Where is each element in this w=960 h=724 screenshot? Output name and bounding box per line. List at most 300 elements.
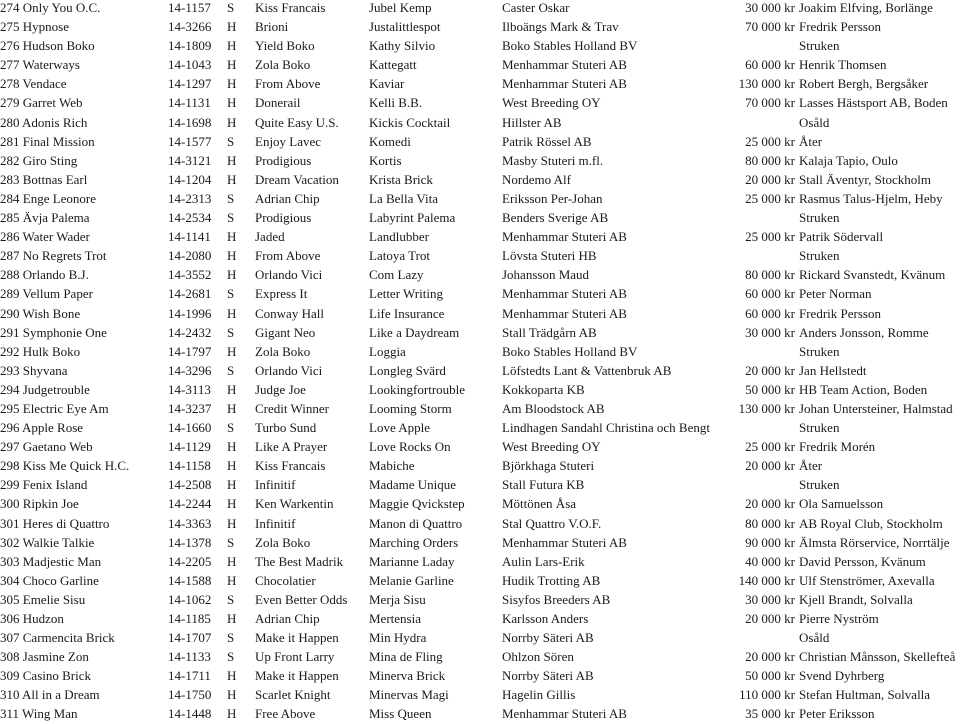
buyer-cell: Peter Norman (799, 286, 872, 302)
breeder-cell: Eriksson Per-Johan (502, 190, 603, 206)
sire-cell: Quite Easy U.S. (255, 114, 339, 130)
sire-cell: The Best Madrik (255, 553, 344, 569)
registration-number-cell: 14-1996 (168, 305, 212, 321)
breeder-cell: Menhammar Stuteri AB (502, 305, 627, 321)
breeder-cell: West Breeding OY (502, 439, 601, 455)
dam-cell: Jubel Kemp (369, 0, 432, 15)
breeder-cell: Löfstedts Lant & Vattenbruk AB (502, 362, 672, 378)
dam-cell: Lookingfortrouble (369, 381, 466, 397)
price-cell: 70 000 kr (745, 95, 795, 111)
registration-number-cell: 14-2681 (168, 286, 212, 302)
dam-cell: Loggia (369, 343, 406, 359)
sex-cell: H (227, 439, 237, 455)
registration-number-cell: 14-3552 (168, 267, 212, 283)
buyer-cell: Joakim Elfving, Borlänge (799, 0, 933, 15)
horse-name-cell: 278 Vendace (0, 76, 67, 92)
sire-cell: Credit Winner (255, 400, 329, 416)
horse-name-cell: 304 Choco Garline (0, 572, 99, 588)
breeder-cell: Boko Stables Holland BV (502, 343, 638, 359)
registration-number-cell: 14-3237 (168, 400, 212, 416)
horse-name-cell: 282 Giro Sting (0, 152, 78, 168)
sex-cell: H (227, 706, 237, 722)
table-row (0, 17, 960, 36)
dam-cell: Landlubber (369, 229, 429, 245)
price-cell: 20 000 kr (745, 649, 795, 665)
sire-cell: Zola Boko (255, 534, 311, 550)
sire-cell: Express It (255, 286, 308, 302)
table-row (0, 265, 960, 284)
table-row (0, 437, 960, 456)
breeder-cell: West Breeding OY (502, 95, 601, 111)
buyer-cell: Struken (799, 420, 840, 436)
price-cell: 60 000 kr (745, 305, 795, 321)
price-cell: 70 000 kr (745, 19, 795, 35)
dam-cell: Letter Writing (369, 286, 443, 302)
horse-name-cell: 297 Gaetano Web (0, 439, 93, 455)
sex-cell: H (227, 515, 237, 531)
horse-name-cell: 310 All in a Dream (0, 687, 100, 703)
sire-cell: Yield Boko (255, 38, 315, 54)
sire-cell: Ken Warkentin (255, 496, 334, 512)
table-row (0, 494, 960, 513)
price-cell: 35 000 kr (745, 706, 795, 722)
dam-cell: Like a Daydream (369, 324, 460, 340)
registration-number-cell: 14-1062 (168, 591, 212, 607)
price-cell: 20 000 kr (745, 362, 795, 378)
sire-cell: Orlando Vici (255, 267, 323, 283)
table-row (0, 284, 960, 303)
table-row (0, 399, 960, 418)
dam-cell: Marching Orders (369, 534, 459, 550)
dam-cell: Manon di Quattro (369, 515, 463, 531)
registration-number-cell: 14-1660 (168, 420, 212, 436)
sex-cell: H (227, 229, 237, 245)
sex-cell: H (227, 400, 237, 416)
sex-cell: H (227, 114, 237, 130)
registration-number-cell: 14-2534 (168, 210, 212, 226)
buyer-cell: Rasmus Talus-Hjelm, Heby (799, 190, 943, 206)
registration-number-cell: 14-2080 (168, 248, 212, 264)
breeder-cell: Menhammar Stuteri AB (502, 76, 627, 92)
table-row (0, 704, 960, 723)
table-row (0, 685, 960, 704)
breeder-cell: Björkhaga Stuteri (502, 458, 595, 474)
price-cell: 130 000 kr (738, 76, 795, 92)
table-row (0, 246, 960, 265)
horse-name-cell: 289 Vellum Paper (0, 286, 93, 302)
table-row (0, 609, 960, 628)
horse-name-cell: 287 No Regrets Trot (0, 248, 107, 264)
breeder-cell: Am Bloodstock AB (502, 400, 605, 416)
breeder-cell: Benders Sverige AB (502, 210, 609, 226)
sex-cell: H (227, 668, 237, 684)
dam-cell: Komedi (369, 133, 411, 149)
registration-number-cell: 14-3121 (168, 152, 212, 168)
registration-number-cell: 14-1141 (168, 229, 211, 245)
table-row (0, 590, 960, 609)
dam-cell: Mabiche (369, 458, 415, 474)
buyer-cell: Anders Jonsson, Romme (799, 324, 929, 340)
price-cell: 20 000 kr (745, 496, 795, 512)
dam-cell: Merja Sisu (369, 591, 426, 607)
buyer-cell: Henrik Thomsen (799, 57, 887, 73)
table-row (0, 342, 960, 361)
horse-name-cell: 311 Wing Man (0, 706, 78, 722)
sire-cell: Brioni (255, 19, 289, 35)
breeder-cell: Aulin Lars-Erik (502, 553, 585, 569)
registration-number-cell: 14-1448 (168, 706, 212, 722)
registration-number-cell: 14-1750 (168, 687, 212, 703)
sex-cell: H (227, 152, 237, 168)
table-row (0, 323, 960, 342)
registration-number-cell: 14-1043 (168, 57, 212, 73)
buyer-cell: Struken (799, 248, 840, 264)
horse-name-cell: 295 Electric Eye Am (0, 400, 109, 416)
registration-number-cell: 14-2205 (168, 553, 212, 569)
dam-cell: Min Hydra (369, 630, 427, 646)
price-cell: 40 000 kr (745, 553, 795, 569)
buyer-cell: Fredrik Persson (799, 305, 881, 321)
registration-number-cell: 14-2313 (168, 190, 212, 206)
sire-cell: Judge Joe (255, 381, 306, 397)
breeder-cell: Masby Stuteri m.fl. (502, 152, 604, 168)
buyer-cell: Stefan Hultman, Solvalla (799, 687, 931, 703)
horse-name-cell: 291 Symphonie One (0, 324, 107, 340)
sex-cell: H (227, 171, 237, 187)
price-cell: 110 000 kr (739, 687, 795, 703)
dam-cell: Looming Storm (369, 400, 452, 416)
buyer-cell: Peter Eriksson (799, 706, 875, 722)
dam-cell: Marianne Laday (369, 553, 455, 569)
buyer-cell: Ola Samuelsson (799, 496, 884, 512)
buyer-cell: Johan Untersteiner, Halmstad (799, 400, 953, 416)
breeder-cell: Menhammar Stuteri AB (502, 229, 627, 245)
buyer-cell: Osåld (799, 630, 830, 646)
sex-cell: H (227, 305, 237, 321)
breeder-cell: Lindhagen Sandahl Christina och Bengt (502, 420, 710, 436)
dam-cell: Love Rocks On (369, 439, 451, 455)
price-cell: 60 000 kr (745, 286, 795, 302)
horse-name-cell: 286 Water Wader (0, 229, 90, 245)
dam-cell: Kaviar (369, 76, 405, 92)
table-row (0, 475, 960, 494)
breeder-cell: Patrik Rössel AB (502, 133, 592, 149)
sire-cell: Jaded (255, 229, 285, 245)
horse-name-cell: 281 Final Mission (0, 133, 95, 149)
horse-name-cell: 306 Hudzon (0, 611, 64, 626)
breeder-cell: Nordemo Alf (502, 171, 571, 187)
buyer-cell: Älmsta Rörservice, Norrtälje (799, 534, 950, 550)
sex-cell: H (227, 19, 237, 35)
registration-number-cell: 14-1809 (168, 38, 212, 54)
table-row (0, 514, 960, 533)
horse-name-cell: 309 Casino Brick (0, 668, 91, 684)
sire-cell: Adrian Chip (255, 611, 320, 626)
buyer-cell: Stall Äventyr, Stockholm (799, 171, 931, 187)
dam-cell: Latoya Trot (369, 248, 431, 264)
sex-cell: S (227, 649, 235, 665)
price-cell: 20 000 kr (745, 611, 795, 626)
sex-cell: H (227, 38, 237, 54)
price-cell: 130 000 kr (738, 400, 795, 416)
horse-name-cell: 279 Garret Web (0, 95, 83, 111)
dam-cell: Maggie Qvickstep (369, 496, 465, 512)
registration-number-cell: 14-1588 (168, 572, 212, 588)
horse-name-cell: 276 Hudson Boko (0, 38, 95, 54)
horse-name-cell: 299 Fenix Island (0, 477, 88, 493)
table-row (0, 533, 960, 552)
table-row (0, 189, 960, 208)
table-row (0, 0, 960, 17)
sire-cell: Donerail (255, 95, 301, 111)
buyer-cell: Åter (799, 458, 823, 474)
buyer-cell: Fredrik Persson (799, 19, 881, 35)
breeder-cell: Stall Futura KB (502, 477, 585, 493)
breeder-cell: Hagelin Gillis (502, 687, 576, 703)
breeder-cell: Menhammar Stuteri AB (502, 57, 627, 73)
dam-cell: La Bella Vita (369, 190, 439, 206)
sex-cell: S (227, 630, 235, 646)
dam-cell: Com Lazy (369, 267, 424, 283)
sex-cell: S (227, 534, 235, 550)
price-cell: 90 000 kr (745, 534, 795, 550)
table-row (0, 571, 960, 590)
sex-cell: H (227, 458, 237, 474)
buyer-cell: Struken (799, 477, 840, 493)
sex-cell: H (227, 572, 237, 588)
sire-cell: Scarlet Knight (255, 687, 331, 703)
price-cell: 30 000 kr (745, 0, 795, 15)
price-cell: 50 000 kr (745, 381, 795, 397)
buyer-cell: Pierre Nyström (799, 611, 879, 626)
breeder-cell: Norrby Säteri AB (502, 630, 594, 646)
breeder-cell: Kokkoparta KB (502, 381, 585, 397)
breeder-cell: Menhammar Stuteri AB (502, 706, 627, 722)
table-row (0, 666, 960, 685)
buyer-cell: Christian Månsson, Skellefteå (799, 649, 956, 665)
registration-number-cell: 14-1204 (168, 171, 212, 187)
sex-cell: H (227, 381, 237, 397)
dam-cell: Kortis (369, 152, 402, 168)
registration-number-cell: 14-1129 (168, 439, 211, 455)
sex-cell: H (227, 496, 237, 512)
table-row (0, 55, 960, 74)
price-cell: 140 000 kr (738, 572, 795, 588)
buyer-cell: Åter (799, 133, 823, 149)
buyer-cell: Struken (799, 38, 840, 54)
buyer-cell: Jan Hellstedt (799, 362, 867, 378)
buyer-cell: Rickard Svanstedt, Kvänum (799, 267, 946, 283)
horse-name-cell: 302 Walkie Talkie (0, 534, 95, 550)
breeder-cell: Johansson Maud (502, 267, 590, 283)
registration-number-cell: 14-1185 (168, 611, 211, 626)
horse-name-cell: 305 Emelie Sisu (0, 591, 86, 607)
horse-name-cell: 300 Ripkin Joe (0, 496, 79, 512)
price-cell: 25 000 kr (745, 229, 795, 245)
sex-cell: H (227, 553, 237, 569)
price-cell: 25 000 kr (745, 133, 795, 149)
table-row (0, 628, 960, 647)
breeder-cell: Sisyfos Breeders AB (502, 591, 611, 607)
registration-number-cell: 14-1797 (168, 343, 212, 359)
dam-cell: Labyrint Palema (369, 210, 456, 226)
registration-number-cell: 14-1698 (168, 114, 212, 130)
sire-cell: Prodigious (255, 210, 312, 226)
table-row (0, 132, 960, 151)
sex-cell: H (227, 611, 237, 626)
sex-cell: S (227, 133, 235, 149)
horse-name-cell: 284 Enge Leonore (0, 190, 97, 206)
sire-cell: From Above (255, 76, 321, 92)
registration-number-cell: 14-2244 (168, 496, 212, 512)
sex-cell: S (227, 210, 235, 226)
breeder-cell: Hudik Trotting AB (502, 572, 601, 588)
horse-name-cell: 275 Hypnose (0, 19, 69, 35)
sex-cell: S (227, 0, 235, 15)
dam-cell: Longleg Svärd (369, 362, 446, 378)
sex-cell: H (227, 248, 237, 264)
price-cell: 20 000 kr (745, 458, 795, 474)
sire-cell: Make it Happen (255, 630, 339, 646)
buyer-cell: Svend Dyhrberg (799, 668, 885, 684)
sex-cell: S (227, 286, 235, 302)
price-cell: 50 000 kr (745, 668, 795, 684)
sire-cell: Adrian Chip (255, 190, 320, 206)
sex-cell: S (227, 362, 235, 378)
sire-cell: Zola Boko (255, 343, 311, 359)
registration-number-cell: 14-2432 (168, 324, 212, 340)
price-cell: 80 000 kr (745, 152, 795, 168)
table-row (0, 552, 960, 571)
table-row (0, 380, 960, 399)
dam-cell: Kickis Cocktail (369, 114, 451, 130)
breeder-cell: Menhammar Stuteri AB (502, 534, 627, 550)
sire-cell: Free Above (255, 706, 316, 722)
breeder-cell: Hillster AB (502, 114, 562, 130)
table-row (0, 151, 960, 170)
sire-cell: Kiss Francais (255, 0, 326, 15)
buyer-cell: Ulf Stenströmer, Axevalla (799, 572, 935, 588)
buyer-cell: AB Royal Club, Stockholm (799, 515, 943, 531)
registration-number-cell: 14-2508 (168, 477, 212, 493)
price-cell: 20 000 kr (745, 171, 795, 187)
price-cell: 25 000 kr (745, 190, 795, 206)
buyer-cell: Kalaja Tapio, Oulo (799, 152, 898, 168)
horse-name-cell: 294 Judgetrouble (0, 381, 90, 397)
registration-number-cell: 14-1378 (168, 534, 212, 550)
sire-cell: Dream Vacation (255, 171, 339, 187)
horse-name-cell: 274 Only You O.C. (0, 0, 101, 15)
registration-number-cell: 14-1577 (168, 133, 212, 149)
sex-cell: H (227, 343, 237, 359)
buyer-cell: David Persson, Kvänum (799, 553, 926, 569)
horse-name-cell: 288 Orlando B.J. (0, 267, 89, 283)
sire-cell: Gigant Neo (255, 324, 316, 340)
buyer-cell: Patrik Södervall (799, 229, 884, 245)
registration-number-cell: 14-3363 (168, 515, 212, 531)
table-row (0, 227, 960, 246)
breeder-cell: Stal Quattro V.O.F. (502, 515, 602, 531)
sire-cell: Even Better Odds (255, 591, 348, 607)
horse-name-cell: 303 Madjestic Man (0, 553, 102, 569)
table-row (0, 113, 960, 132)
table-row (0, 74, 960, 93)
breeder-cell: Boko Stables Holland BV (502, 38, 638, 54)
registration-number-cell: 14-1157 (168, 0, 211, 15)
breeder-cell: Möttönen Åsa (502, 496, 577, 512)
horse-name-cell: 285 Ävja Palema (0, 210, 90, 226)
price-cell: 25 000 kr (745, 439, 795, 455)
registration-number-cell: 14-3296 (168, 362, 212, 378)
dam-cell: Minervas Magi (369, 687, 449, 703)
sire-cell: From Above (255, 248, 321, 264)
buyer-cell: Struken (799, 210, 840, 226)
dam-cell: Melanie Garline (369, 572, 454, 588)
dam-cell: Madame Unique (369, 477, 457, 493)
horse-name-cell: 283 Bottnas Earl (0, 171, 88, 187)
horse-name-cell: 280 Adonis Rich (0, 114, 88, 130)
horse-name-cell: 290 Wish Bone (0, 305, 81, 321)
registration-number-cell: 14-3113 (168, 381, 211, 397)
sire-cell: Infinitif (255, 515, 296, 531)
sex-cell: H (227, 477, 237, 493)
sire-cell: Enjoy Lavec (255, 133, 322, 149)
sire-cell: Infinitif (255, 477, 296, 493)
sex-cell: H (227, 95, 237, 111)
sex-cell: S (227, 190, 235, 206)
breeder-cell: Menhammar Stuteri AB (502, 286, 627, 302)
table-row (0, 418, 960, 437)
table-row (0, 361, 960, 380)
dam-cell: Miss Queen (369, 706, 432, 722)
horse-name-cell: 277 Waterways (0, 57, 80, 73)
buyer-cell: Lasses Hästsport AB, Boden (799, 95, 948, 111)
sex-cell: S (227, 420, 235, 436)
dam-cell: Kattegatt (369, 57, 417, 73)
breeder-cell: Ilboängs Mark & Trav (502, 19, 619, 35)
dam-cell: Kelli B.B. (369, 95, 423, 111)
sire-cell: Like A Prayer (255, 439, 328, 455)
table-row (0, 170, 960, 189)
breeder-cell: Stall Trädgårn AB (502, 324, 597, 340)
dam-cell: Justalittlespot (369, 19, 441, 35)
sex-cell: H (227, 687, 237, 703)
buyer-cell: Robert Bergh, Bergsåker (799, 76, 929, 92)
price-cell: 30 000 kr (745, 324, 795, 340)
sire-cell: Up Front Larry (255, 649, 335, 665)
sex-cell: H (227, 76, 237, 92)
price-cell: 80 000 kr (745, 267, 795, 283)
sex-cell: S (227, 324, 235, 340)
price-cell: 60 000 kr (745, 57, 795, 73)
registration-number-cell: 14-1707 (168, 630, 212, 646)
sex-cell: H (227, 267, 237, 283)
sire-cell: Kiss Francais (255, 458, 326, 474)
table-row (0, 304, 960, 323)
table-row (0, 456, 960, 475)
horse-name-cell: 293 Shyvana (0, 362, 68, 378)
buyer-cell: Fredrik Morén (799, 439, 876, 455)
buyer-cell: Kjell Brandt, Solvalla (799, 591, 913, 607)
buyer-cell: HB Team Action, Boden (799, 381, 928, 397)
horse-name-cell: 301 Heres di Quattro (0, 515, 110, 531)
buyer-cell: Osåld (799, 114, 830, 130)
sire-cell: Turbo Sund (255, 420, 317, 436)
horse-name-cell: 307 Carmencita Brick (0, 630, 115, 646)
sire-cell: Conway Hall (255, 305, 324, 321)
dam-cell: Krista Brick (369, 171, 433, 187)
breeder-cell: Lövsta Stuteri HB (502, 248, 597, 264)
